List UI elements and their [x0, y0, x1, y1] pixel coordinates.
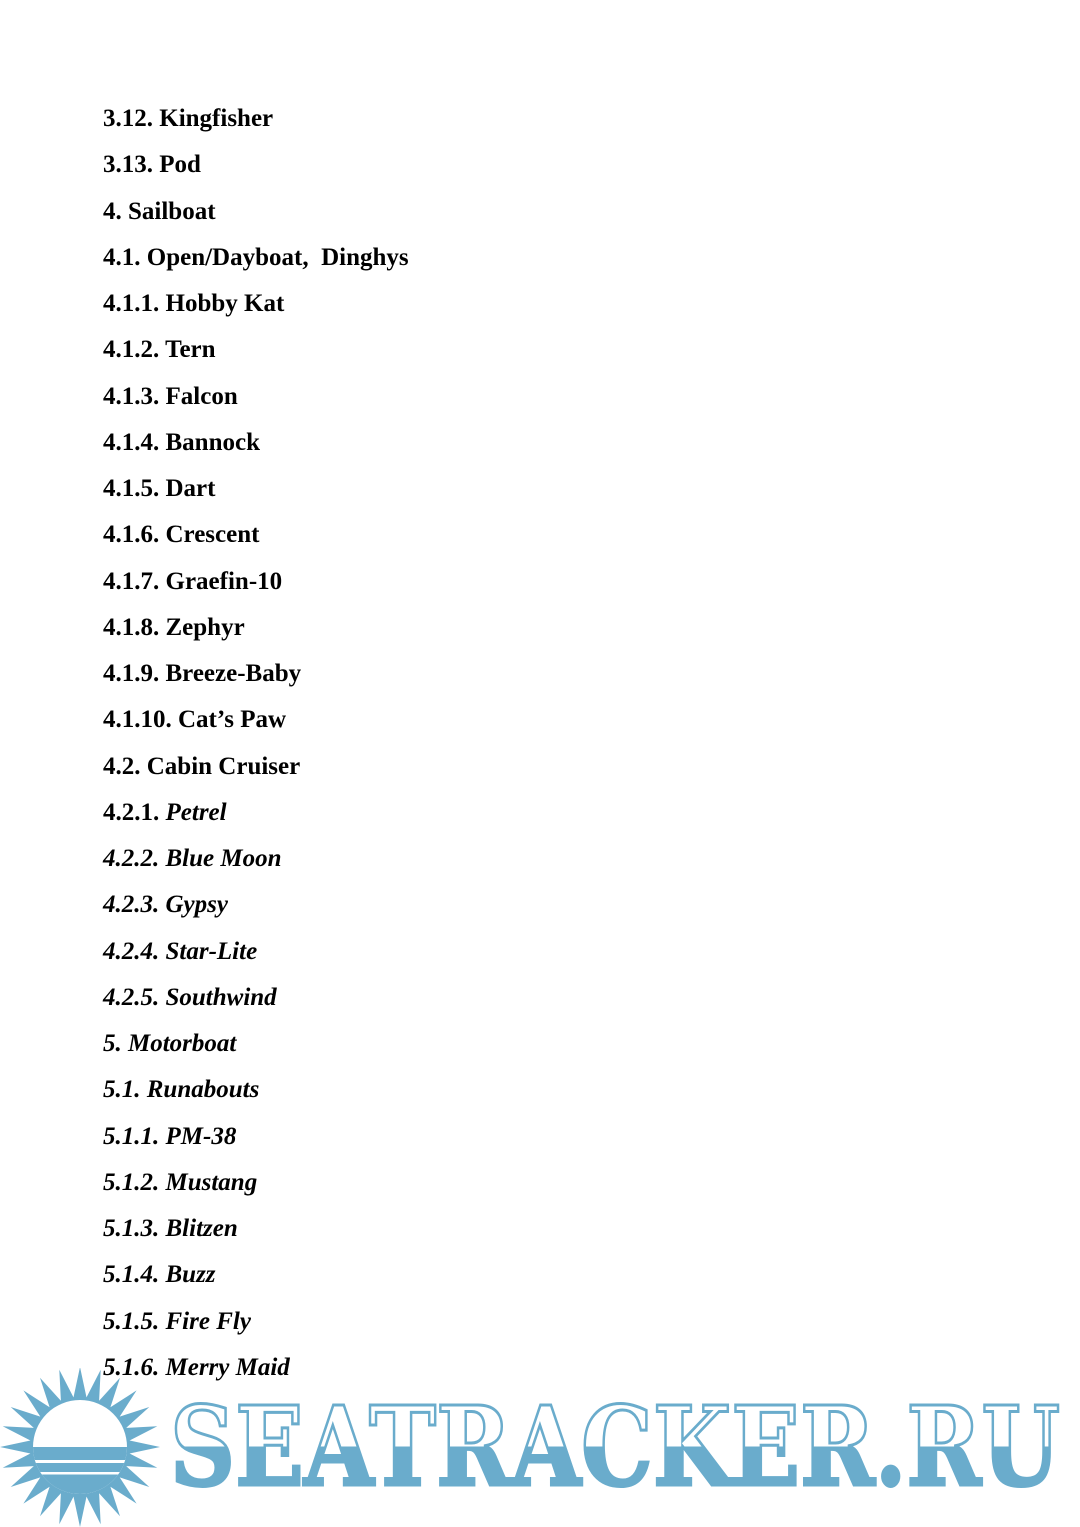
- toc-item-number: 4.2.3.: [103, 891, 160, 919]
- toc-item: [103, 1206, 409, 1252]
- toc-item: [103, 836, 409, 882]
- toc-item-number: 4.1.5.: [103, 475, 160, 502]
- toc-item: [103, 1299, 409, 1345]
- toc-item: [103, 142, 409, 188]
- toc-item-number: 5.1.6.: [103, 1353, 160, 1381]
- toc-item-title: Graefin-10: [165, 567, 283, 595]
- toc-item-title: Pod: [159, 151, 201, 179]
- toc-item-title: Zephyr: [165, 613, 245, 641]
- toc-item-number: 4.2.5.: [103, 983, 160, 1011]
- toc-item-number: 5.: [103, 1030, 122, 1057]
- toc-item-title: PM-38: [165, 1122, 237, 1150]
- toc-item-number: 4.1.8.: [103, 613, 160, 641]
- toc-item-title: Hobby Kat: [165, 290, 285, 317]
- toc-item: [103, 281, 409, 327]
- toc-item: [103, 790, 409, 836]
- toc-item-title: Cat’s Paw: [178, 706, 287, 734]
- toc-item-number: 3.12.: [103, 105, 153, 132]
- toc-item-title: Falcon: [165, 382, 238, 410]
- toc-item-number: 4.1.6.: [103, 521, 160, 549]
- toc-item-title: Merry Maid: [165, 1353, 290, 1381]
- toc-item: [103, 605, 409, 651]
- toc-item-number: 5.1.2.: [103, 1168, 160, 1196]
- toc-item-title: Blitzen: [165, 1215, 238, 1242]
- toc-item: [103, 1114, 409, 1160]
- toc-item-number: 3.13.: [103, 151, 153, 179]
- toc-item: [103, 235, 409, 281]
- toc-item-title: Runabouts: [146, 1076, 260, 1104]
- toc-item-number: 5.1.: [103, 1076, 141, 1104]
- toc-item-title: Crescent: [165, 521, 260, 549]
- toc-item: [103, 744, 409, 790]
- table-of-contents: [103, 96, 409, 1391]
- toc-item-title: Blue Moon: [165, 845, 282, 872]
- toc-item: [103, 1021, 409, 1067]
- toc-item: [103, 882, 409, 928]
- toc-item: [103, 512, 409, 558]
- toc-item: [103, 651, 409, 697]
- toc-item-title: Petrel: [165, 798, 227, 826]
- toc-item-title: Gypsy: [165, 891, 228, 919]
- toc-item: [103, 1067, 409, 1113]
- toc-item: [103, 327, 409, 373]
- toc-item-number: 4.1.9.: [103, 660, 160, 687]
- toc-item-title: Star-Lite: [165, 937, 258, 965]
- toc-item-number: 4.1.1.: [103, 290, 160, 317]
- toc-item: [103, 96, 409, 142]
- toc-item-number: 5.1.5.: [103, 1307, 160, 1335]
- toc-item-number: 4.2.: [103, 752, 141, 780]
- toc-item: [103, 697, 409, 743]
- toc-item: [103, 929, 409, 975]
- toc-item: [103, 559, 409, 605]
- sun-icon: [0, 1368, 160, 1527]
- toc-item: [103, 975, 409, 1021]
- toc-item-number: 4.2.1.: [103, 798, 160, 826]
- toc-item: [103, 1160, 409, 1206]
- toc-item-title: Mustang: [165, 1168, 258, 1196]
- toc-item-title: Fire Fly: [165, 1307, 251, 1335]
- toc-item: [103, 374, 409, 420]
- toc-item-number: 4.: [103, 197, 122, 225]
- toc-item-number: 4.1.: [103, 243, 141, 271]
- toc-item-title: Motorboat: [128, 1030, 237, 1057]
- toc-item-title: Breeze-Baby: [165, 660, 302, 687]
- toc-item-number: 4.1.3.: [103, 382, 160, 410]
- toc-item-number: 5.1.1.: [103, 1122, 160, 1150]
- toc-item-title: Bannock: [165, 428, 260, 456]
- toc-item-title: Sailboat: [128, 197, 216, 225]
- toc-item-number: 4.1.4.: [103, 428, 160, 456]
- toc-item-number: 4.2.2.: [103, 845, 160, 872]
- toc-item-number: 4.1.10.: [103, 706, 172, 734]
- toc-item-title: Open/Dayboat, Dinghys: [146, 243, 409, 271]
- toc-item: [103, 1252, 409, 1298]
- toc-item: [103, 420, 409, 466]
- toc-item-title: Dart: [165, 475, 216, 502]
- toc-item: [103, 466, 409, 512]
- toc-item-title: Kingfisher: [159, 105, 274, 132]
- toc-item-number: 5.1.4.: [103, 1261, 160, 1289]
- toc-item-title: Cabin Cruiser: [146, 752, 301, 780]
- logo-text: SEATRACKER.RU: [170, 1382, 1060, 1511]
- toc-item-number: 4.1.7.: [103, 567, 160, 595]
- toc-item-title: Southwind: [165, 983, 277, 1011]
- toc-item-title: Buzz: [165, 1261, 216, 1289]
- footer-banner: [0, 1368, 1080, 1527]
- toc-item-title: Tern: [165, 336, 216, 364]
- toc-item-number: 4.2.4.: [103, 937, 160, 965]
- toc-item-number: 4.1.2.: [103, 336, 160, 364]
- toc-item-number: 5.1.3.: [103, 1215, 160, 1242]
- toc-item: [103, 189, 409, 235]
